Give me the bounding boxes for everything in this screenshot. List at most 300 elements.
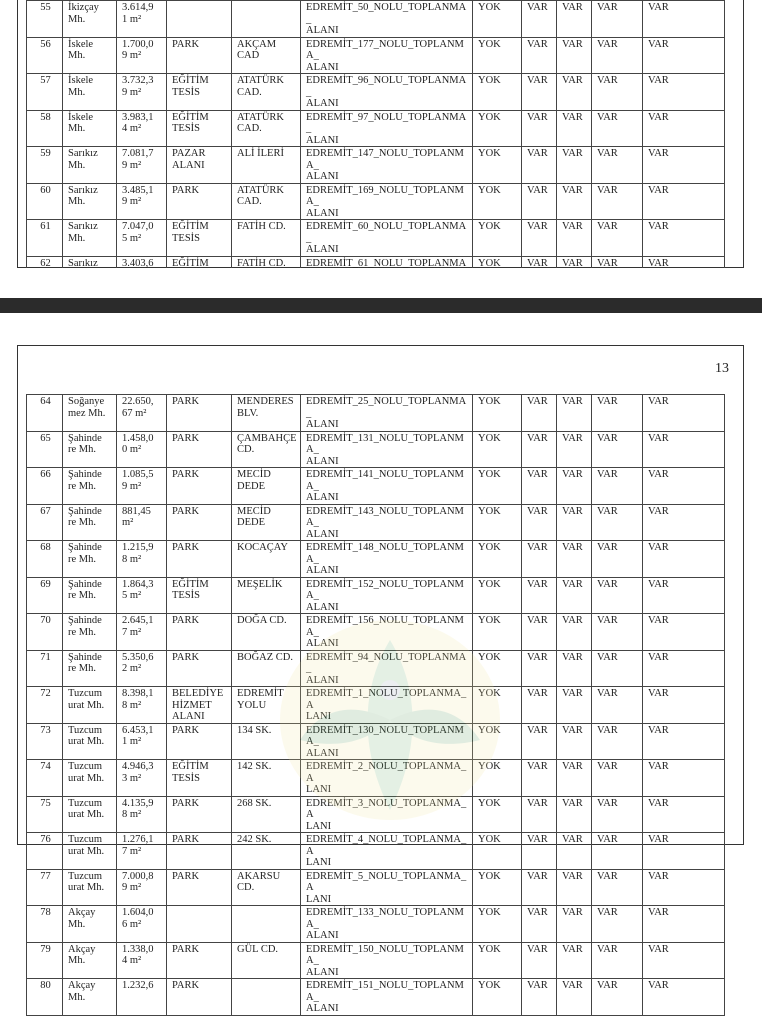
cell-mah — [63, 979, 117, 1016]
cell-c4: VAR — [592, 541, 643, 578]
cell-line: 3.485,1 — [122, 184, 154, 196]
table-row — [27, 504, 725, 541]
cell-c5: VAR — [643, 577, 725, 614]
cell-c2: VAR — [522, 395, 557, 432]
cell-mah — [63, 220, 117, 257]
cell-line: 9 m² — [122, 480, 142, 492]
cell-mah — [63, 468, 117, 505]
cell-c4: VAR — [592, 468, 643, 505]
cell-c2: VAR — [522, 541, 557, 578]
cell-line: 5 m² — [122, 590, 142, 601]
cell-area — [117, 183, 167, 220]
cell-no: 58 — [27, 110, 63, 147]
cell-line: 268 SK. — [237, 797, 272, 809]
cell-c1: YOK — [473, 723, 522, 760]
cell-mah — [63, 74, 117, 111]
cell-line: KOCAÇAY — [237, 542, 288, 553]
cell-c5: VAR — [643, 650, 725, 687]
cell-mah — [63, 723, 117, 760]
cell-c2: VAR — [522, 220, 557, 257]
cell-line: ALANI — [306, 25, 339, 36]
cell-line: EDREMİT_133_NOLU_TOPLANMA_ — [306, 907, 464, 930]
cell-line: 2 m² — [122, 663, 142, 674]
cell-c3: VAR — [557, 256, 592, 293]
cell-loc — [232, 650, 301, 687]
cell-c2: VAR — [522, 431, 557, 468]
cell-c3: VAR — [557, 577, 592, 614]
cell-c3: VAR — [557, 147, 592, 184]
cell-c2: VAR — [522, 577, 557, 614]
table-row — [27, 723, 725, 760]
cell-line: 1.085,5 — [122, 469, 154, 480]
cell-line: CAD. — [237, 123, 262, 134]
cell-c4: VAR — [592, 183, 643, 220]
cell-c4: VAR — [592, 869, 643, 906]
cell-c5: VAR — [643, 395, 725, 432]
cell-c2: VAR — [522, 942, 557, 979]
cell-line: Tuzcum — [68, 797, 103, 809]
cell-line: 1.864,3 — [122, 578, 154, 590]
cell-line: 1 m² — [122, 13, 142, 25]
cell-c3: VAR — [557, 504, 592, 541]
cell-line: DOĞA CD. — [237, 615, 287, 626]
cell-c3: VAR — [557, 869, 592, 906]
cell-no: 73 — [27, 723, 63, 760]
cell-line: TESİS — [172, 590, 201, 601]
cell-name — [301, 74, 473, 111]
cell-line: FATİH CD. — [237, 221, 286, 232]
cell-line: Akçay — [68, 980, 96, 991]
cell-type — [167, 614, 232, 651]
cell-line: 4 m² — [122, 955, 142, 966]
cell-line: PARK — [172, 980, 200, 991]
cell-c4: VAR — [592, 687, 643, 724]
cell-line: 1.604,0 — [122, 907, 154, 918]
cell-line: CAD. — [237, 86, 262, 98]
cell-type — [167, 183, 232, 220]
cell-line: EDREMİT_5_NOLU_TOPLANMA_A — [306, 870, 467, 893]
cell-no: 74 — [27, 760, 63, 797]
table-row — [27, 942, 725, 979]
cell-line: ALANI — [306, 638, 339, 649]
cell-area — [117, 760, 167, 797]
cell-line: ALANI — [306, 134, 339, 146]
cell-c2: VAR — [522, 796, 557, 833]
cell-loc — [232, 183, 301, 220]
cell-c3: VAR — [557, 74, 592, 111]
cell-line: EDREMİT_143_NOLU_TOPLANMA_ — [306, 505, 464, 528]
cell-c3: VAR — [557, 979, 592, 1016]
cell-loc — [232, 906, 301, 943]
table-row — [27, 431, 725, 468]
cell-c1: YOK — [473, 906, 522, 943]
table-row — [27, 650, 725, 687]
cell-line: EDREMİT_4_NOLU_TOPLANMA_A — [306, 834, 467, 857]
cell-c1: YOK — [473, 687, 522, 724]
cell-line: 9 m² — [122, 86, 142, 98]
cell-line: ALANI — [306, 747, 339, 759]
cell-no: 67 — [27, 504, 63, 541]
table-row — [27, 687, 725, 724]
cell-c3: VAR — [557, 395, 592, 432]
cell-line: 142 SK. — [237, 761, 272, 772]
cell-area — [117, 1, 167, 38]
cell-line: ÇAMBAHÇE — [237, 432, 297, 444]
cell-name — [301, 869, 473, 906]
cell-line: 7.047,0 — [122, 221, 154, 232]
cell-line: EDREMİT_2_NOLU_TOPLANMA_A — [306, 761, 467, 784]
cell-c4: VAR — [592, 906, 643, 943]
cell-line: 7.000,8 — [122, 870, 154, 882]
cell-area — [117, 942, 167, 979]
cell-c4: VAR — [592, 74, 643, 111]
cell-line: BELEDİYE — [172, 688, 224, 699]
cell-line: CAD — [237, 50, 260, 61]
cell-line: 2.645,1 — [122, 615, 154, 626]
cell-no: 61 — [27, 220, 63, 257]
cell-c2: VAR — [522, 110, 557, 147]
cell-line: EDREMİT_61_NOLU_TOPLANMA — [306, 257, 467, 269]
cell-line: EDREMİT_151_NOLU_TOPLANMA_ — [306, 980, 464, 1003]
cell-loc — [232, 395, 301, 432]
cell-loc — [232, 979, 301, 1016]
cell-line: MENDERES — [237, 396, 294, 407]
cell-name — [301, 395, 473, 432]
cell-area — [117, 614, 167, 651]
cell-type — [167, 687, 232, 724]
cell-line: ALANI — [172, 159, 205, 171]
cell-line: EDREMİT_156_NOLU_TOPLANMA_ — [306, 615, 464, 638]
cell-c2: VAR — [522, 74, 557, 111]
cell-area — [117, 431, 167, 468]
cell-line: PAZAR — [172, 148, 206, 159]
cell-c1: YOK — [473, 74, 522, 111]
cell-line: ALANI — [306, 492, 339, 503]
cell-line: 0 m² — [122, 444, 142, 455]
cell-type — [167, 942, 232, 979]
cell-name — [301, 147, 473, 184]
cell-c2: VAR — [522, 906, 557, 943]
cell-c4: VAR — [592, 833, 643, 870]
cell-name — [301, 687, 473, 724]
cell-c5: VAR — [643, 1, 725, 38]
cell-line: urat Mh. — [68, 699, 105, 711]
cell-line: 3.983,1 — [122, 111, 154, 123]
cell-line: ALANI — [306, 98, 339, 109]
cell-type — [167, 577, 232, 614]
cell-mah — [63, 1, 117, 38]
cell-type — [167, 395, 232, 432]
cell-line: EDREMİT_169_NOLU_TOPLANMA_ — [306, 184, 464, 207]
cell-line: 3 m² — [122, 772, 142, 784]
cell-line: ALANI — [306, 455, 339, 467]
cell-no: 55 — [27, 1, 63, 38]
cell-c1: YOK — [473, 577, 522, 614]
cell-line: Şahinde — [68, 432, 102, 444]
cell-c1: YOK — [473, 869, 522, 906]
cell-c4: VAR — [592, 147, 643, 184]
cell-loc — [232, 541, 301, 578]
cell-line: EDREMİT_131_NOLU_TOPLANMA_ — [306, 432, 464, 455]
cell-name — [301, 504, 473, 541]
cell-line: 881,45 — [122, 505, 151, 517]
cell-no: 57 — [27, 74, 63, 111]
cell-c3: VAR — [557, 942, 592, 979]
cell-line: BLV. — [237, 407, 259, 419]
cell-no: 68 — [27, 541, 63, 578]
cell-line: 7.081,7 — [122, 148, 154, 159]
cell-line: GÜL CD. — [237, 943, 279, 955]
cell-c5: VAR — [643, 614, 725, 651]
cell-c4: VAR — [592, 979, 643, 1016]
cell-line: ALANI — [306, 61, 339, 73]
cell-c5: VAR — [643, 760, 725, 797]
cell-line: LANI — [306, 784, 332, 795]
cell-line: EDREMİT_97_NOLU_TOPLANMA_ — [306, 111, 467, 134]
cell-line: 9 m² — [122, 196, 142, 207]
cell-loc — [232, 687, 301, 724]
cell-line: re Mh. — [68, 480, 96, 492]
cell-c5: VAR — [643, 906, 725, 943]
cell-mah — [63, 183, 117, 220]
cell-no: 78 — [27, 906, 63, 943]
cell-area — [117, 395, 167, 432]
table-row — [27, 577, 725, 614]
cell-c1: YOK — [473, 650, 522, 687]
cell-line: PARK — [172, 396, 200, 407]
cell-type — [167, 723, 232, 760]
cell-line: 8 m² — [122, 809, 142, 820]
cell-line: 3.732,3 — [122, 75, 154, 86]
cell-c4: VAR — [592, 577, 643, 614]
cell-area — [117, 504, 167, 541]
cell-mah — [63, 614, 117, 651]
cell-line: MEŞELİK — [237, 578, 283, 590]
cell-line: Şahinde — [68, 651, 102, 663]
cell-c5: VAR — [643, 256, 725, 293]
cell-line: Mh. — [68, 196, 86, 207]
cell-c1: YOK — [473, 979, 522, 1016]
cell-c5: VAR — [643, 183, 725, 220]
cell-c1: YOK — [473, 1, 522, 38]
cell-line: 9 m² — [122, 50, 142, 61]
cell-area — [117, 110, 167, 147]
cell-line: 22.650, — [122, 396, 154, 407]
cell-no: 76 — [27, 833, 63, 870]
cell-loc — [232, 74, 301, 111]
cell-line: LANI — [306, 711, 332, 722]
cell-c2: VAR — [522, 979, 557, 1016]
cell-area — [117, 869, 167, 906]
cell-line: EDREMİT_1_NOLU_TOPLANMA_A — [306, 688, 467, 711]
cell-line: 1.458,0 — [122, 432, 154, 444]
cell-c3: VAR — [557, 906, 592, 943]
cell-area — [117, 906, 167, 943]
cell-c3: VAR — [557, 687, 592, 724]
table-row — [27, 979, 725, 1016]
cell-line: MECİD — [237, 469, 271, 480]
cell-c4: VAR — [592, 110, 643, 147]
cell-mah — [63, 760, 117, 797]
cell-name — [301, 431, 473, 468]
cell-line: Sarıkız — [68, 257, 98, 269]
cell-line: LANI — [306, 820, 332, 832]
cell-area — [117, 468, 167, 505]
cell-c2: VAR — [522, 723, 557, 760]
cell-c5: VAR — [643, 942, 725, 979]
table-row — [27, 1, 725, 38]
cell-line: Mh. — [68, 123, 86, 134]
cell-line: Tuzcum — [68, 724, 103, 736]
cell-no: 64 — [27, 395, 63, 432]
cell-c2: VAR — [522, 614, 557, 651]
cell-line: m² — [122, 517, 134, 528]
cell-line: 5.350,6 — [122, 651, 154, 663]
cell-line: urat Mh. — [68, 736, 105, 747]
cell-line: 5 m² — [122, 232, 142, 244]
cell-c3: VAR — [557, 110, 592, 147]
cell-type — [167, 147, 232, 184]
cell-loc — [232, 147, 301, 184]
cell-line: urat Mh. — [68, 882, 105, 893]
cell-type — [167, 979, 232, 1016]
cell-type — [167, 468, 232, 505]
cell-area — [117, 577, 167, 614]
cell-loc — [232, 1, 301, 38]
cell-line: ALANI — [306, 674, 339, 686]
cell-c2: VAR — [522, 256, 557, 293]
cell-line: Tuzcum — [68, 761, 103, 772]
cell-c3: VAR — [557, 468, 592, 505]
cell-line: 4.946,3 — [122, 761, 154, 772]
cell-line: 7 m² — [122, 845, 142, 857]
cell-c5: VAR — [643, 979, 725, 1016]
cell-line: ALANI — [306, 930, 339, 941]
cell-line: ALANI — [306, 244, 339, 255]
cell-line: ALANI — [306, 966, 339, 978]
cell-type — [167, 110, 232, 147]
cell-line: Şahinde — [68, 615, 102, 626]
cell-c1: YOK — [473, 468, 522, 505]
cell-line: İskele — [68, 111, 94, 123]
cell-c2: VAR — [522, 37, 557, 74]
cell-line: PARK — [172, 542, 200, 553]
cell-line: DEDE — [237, 480, 265, 492]
cell-line: PARK — [172, 943, 200, 955]
cell-no: 65 — [27, 431, 63, 468]
cell-type — [167, 541, 232, 578]
cell-c5: VAR — [643, 723, 725, 760]
cell-c5: VAR — [643, 220, 725, 257]
cell-no: 77 — [27, 869, 63, 906]
cell-line: Şahinde — [68, 578, 102, 590]
cell-loc — [232, 37, 301, 74]
cell-name — [301, 614, 473, 651]
cell-line: PARK — [172, 38, 200, 50]
document-page-top — [17, 0, 744, 268]
cell-line: ATATÜRK — [237, 184, 284, 196]
cell-mah — [63, 942, 117, 979]
cell-line: 134 SK. — [237, 724, 272, 736]
cell-c1: YOK — [473, 942, 522, 979]
cell-name — [301, 110, 473, 147]
cell-line: Tuzcum — [68, 870, 103, 882]
cell-line: Tuzcum — [68, 688, 103, 699]
cell-line: EDREMİT_141_NOLU_TOPLANMA_ — [306, 469, 464, 492]
cell-mah — [63, 650, 117, 687]
cell-no: 66 — [27, 468, 63, 505]
cell-no: 69 — [27, 577, 63, 614]
table-row — [27, 614, 725, 651]
cell-line: Soğanye — [68, 396, 105, 407]
cell-area — [117, 650, 167, 687]
cell-line: EDREMİT_96_NOLU_TOPLANMA_ — [306, 75, 467, 98]
cell-c3: VAR — [557, 833, 592, 870]
cell-line: İskele — [68, 75, 94, 86]
cell-line: İskele — [68, 38, 94, 50]
cell-area — [117, 37, 167, 74]
cell-line: ALANI — [306, 528, 339, 540]
cell-area — [117, 147, 167, 184]
cell-c5: VAR — [643, 541, 725, 578]
table-row — [27, 796, 725, 833]
cell-line: 4 m² — [122, 123, 142, 134]
cell-loc — [232, 942, 301, 979]
cell-mah — [63, 504, 117, 541]
cell-c4: VAR — [592, 37, 643, 74]
cell-line: PARK — [172, 615, 200, 626]
cell-line: CD. — [237, 444, 255, 455]
table-row — [27, 468, 725, 505]
cell-no: 71 — [27, 650, 63, 687]
cell-line: Mh. — [68, 13, 86, 25]
table-row — [27, 833, 725, 870]
cell-type — [167, 220, 232, 257]
cell-line: 3.403,6 — [122, 257, 154, 269]
cell-mah — [63, 577, 117, 614]
cell-c2: VAR — [522, 1, 557, 38]
cell-line: EDREMİT_60_NOLU_TOPLANMA_ — [306, 221, 467, 244]
cell-line: 1 m² — [122, 736, 142, 747]
cell-line: 6.453,1 — [122, 724, 154, 736]
table-row — [27, 147, 725, 184]
cell-line: Mh. — [68, 86, 86, 98]
cell-line: EĞİTİM — [172, 221, 209, 232]
cell-line: EDREMİT_3_NOLU_TOPLANMA_A — [306, 797, 467, 820]
cell-loc — [232, 504, 301, 541]
cell-name — [301, 650, 473, 687]
cell-line: PARK — [172, 724, 200, 736]
cell-line: PARK — [172, 797, 200, 809]
cell-line: Şahinde — [68, 469, 102, 480]
cell-c3: VAR — [557, 723, 592, 760]
cell-line: MECİD — [237, 505, 271, 517]
cell-loc — [232, 760, 301, 797]
cell-line: 8 m² — [122, 699, 142, 711]
cell-no: 72 — [27, 687, 63, 724]
page-gap — [0, 313, 762, 345]
cell-area — [117, 687, 167, 724]
cell-no: 60 — [27, 183, 63, 220]
cell-mah — [63, 906, 117, 943]
cell-c4: VAR — [592, 504, 643, 541]
cell-line: urat Mh. — [68, 772, 105, 784]
cell-name — [301, 577, 473, 614]
cell-line: EDREMİT_50_NOLU_TOPLANMA_ — [306, 2, 467, 25]
cell-line: EĞİTİM — [172, 578, 209, 590]
cell-area — [117, 541, 167, 578]
table-row — [27, 869, 725, 906]
